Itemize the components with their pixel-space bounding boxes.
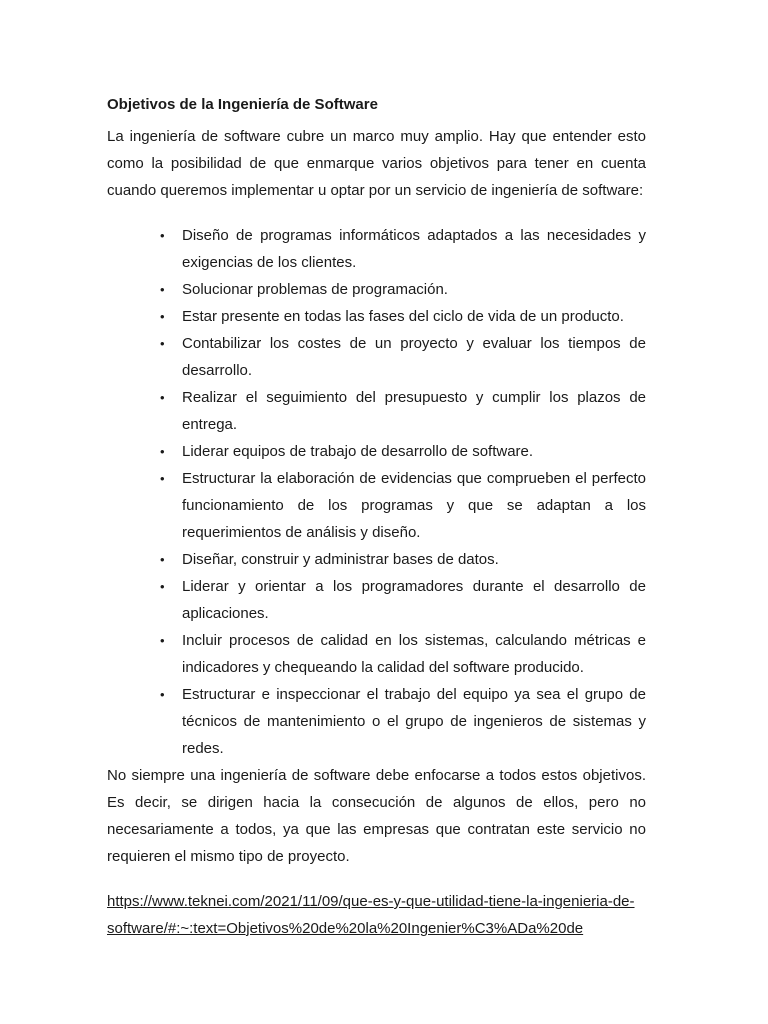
bullet-icon: • xyxy=(160,336,165,351)
list-item: • Diseño de programas informáticos adaptados a las necesidades y exigencias de los clientes. xyxy=(182,222,646,276)
bullet-icon: • xyxy=(160,471,165,486)
source-link-line-2: software/#:~:text=Objetivos%20de%20la%20Ingenier%C3%ADa%20de xyxy=(107,920,584,937)
list-item: • Contabilizar los costes de un proyecto y evaluar los tiempos de desarrollo. xyxy=(182,330,646,384)
list-item: • Incluir procesos de calidad en los sistemas, calculando métricas e indicadores y chequeando la calidad del software producido. xyxy=(182,627,646,681)
bullet-icon: • xyxy=(160,552,165,567)
document-title: Objetivos de la Ingeniería de Software xyxy=(107,96,378,113)
bullet-icon: • xyxy=(160,390,165,405)
intro-paragraph: La ingeniería de software cubre un marco muy amplio. Hay que entender esto como la posibilidad de que enmarque varios objetivos para tener en cuenta cuando queremos implementar u optar por un servicio de ingeniería de software: xyxy=(107,128,646,199)
list-item: • Estructurar e inspeccionar el trabajo del equipo ya sea el grupo de técnicos de mantenimiento o el grupo de ingenieros de sistemas y redes. xyxy=(182,681,646,762)
list-item: • Estar presente en todas las fases del ciclo de vida de un producto. xyxy=(182,303,646,330)
list-item: • Realizar el seguimiento del presupuesto y cumplir los plazos de entrega. xyxy=(182,384,646,438)
source-link-block xyxy=(107,888,646,942)
bullet-icon: • xyxy=(160,309,165,324)
conclusion-paragraph: No siempre una ingeniería de software debe enfocarse a todos estos objetivos. Es decir, se dirigen hacia la consecución de algunos de ellos, pero no necesariamente a todos, ya que las empresas que contratan este servicio no requieren el mismo tipo de proyecto. xyxy=(107,767,646,865)
document-page xyxy=(107,95,646,942)
source-link[interactable] xyxy=(107,893,635,937)
list-item: • Estructurar la elaboración de evidencias que comprueben el perfecto funcionamiento de los programas y que se adaptan a los requerimientos de análisis y diseño. xyxy=(182,465,646,546)
list-item: • Solucionar problemas de programación. xyxy=(182,276,646,303)
bullet-icon: • xyxy=(160,282,165,297)
bullet-icon: • xyxy=(160,228,165,243)
list-item: • Liderar y orientar a los programadores durante el desarrollo de aplicaciones. xyxy=(182,573,646,627)
list-item: • Liderar equipos de trabajo de desarrollo de software. xyxy=(182,438,646,465)
source-link-line-1: https://www.teknei.com/2021/11/09/que-es-y-que-utilidad-tiene-la-ingenieria-de- xyxy=(107,893,635,910)
bullet-icon: • xyxy=(160,579,165,594)
bullet-icon: • xyxy=(160,687,165,702)
objectives-list xyxy=(107,222,646,762)
bullet-icon: • xyxy=(160,444,165,459)
list-item: • Diseñar, construir y administrar bases de datos. xyxy=(182,546,646,573)
bullet-icon: • xyxy=(160,633,165,648)
